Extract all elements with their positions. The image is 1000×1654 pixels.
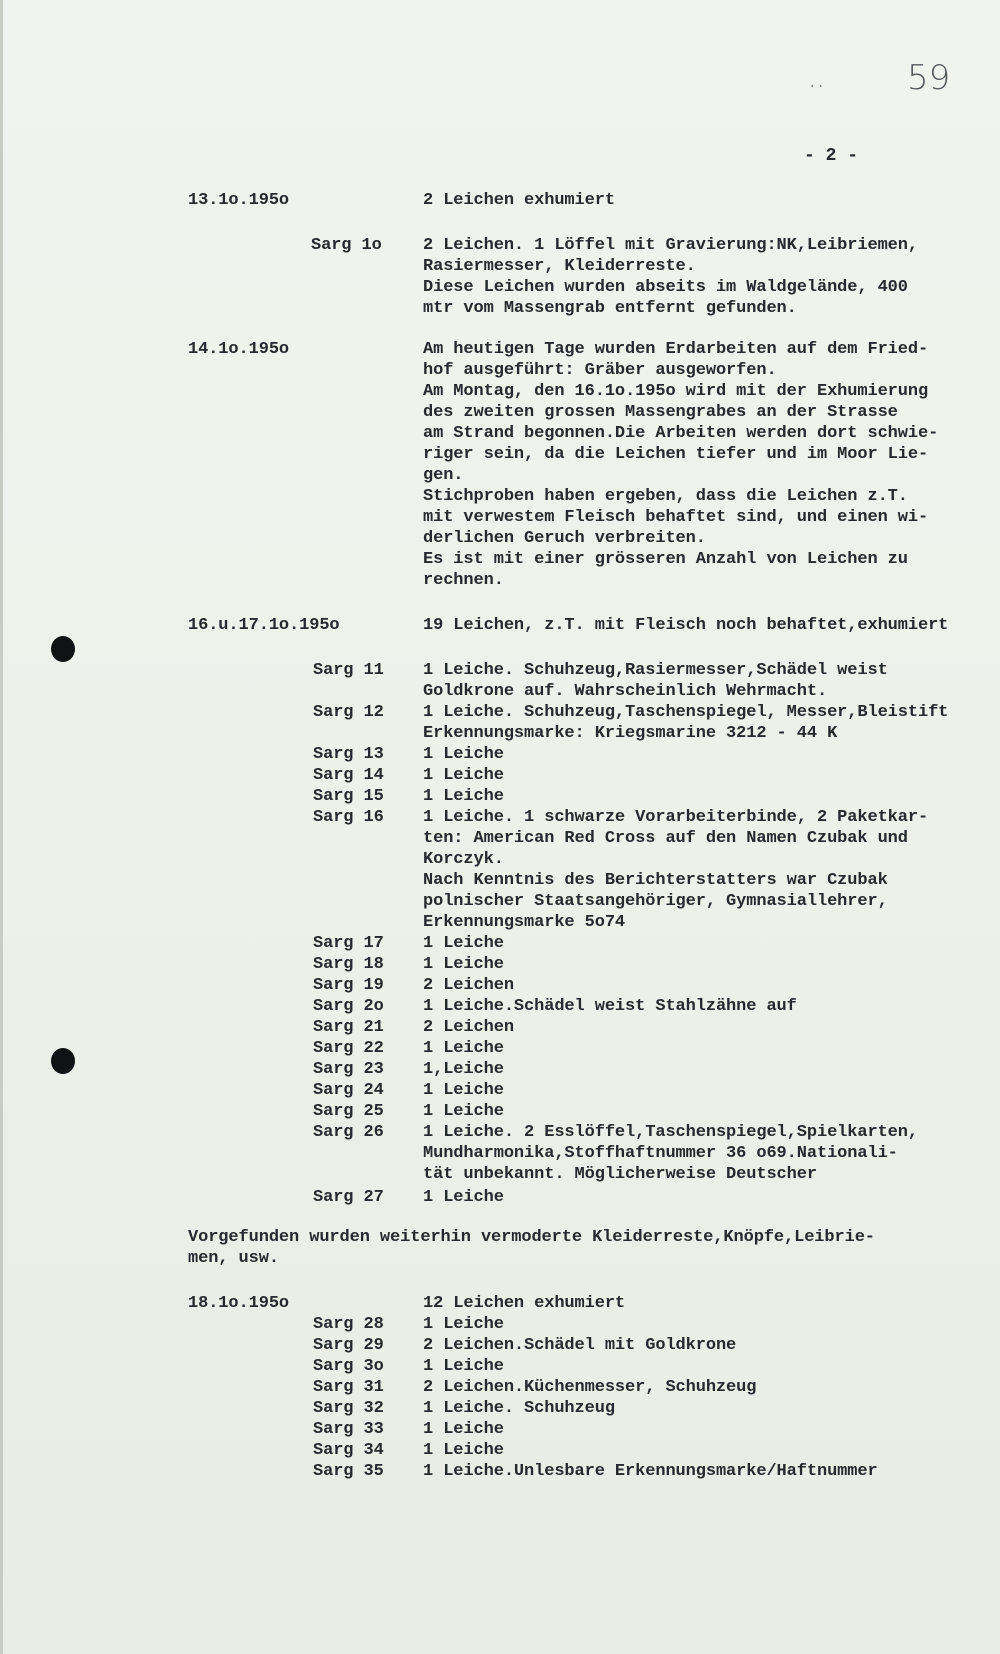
coffin-label: Sarg 1o	[311, 236, 382, 255]
coffin-label: Sarg 21	[313, 1018, 384, 1037]
coffin-label: Sarg 15	[313, 787, 384, 806]
coffin-text-line: Korczyk.	[423, 850, 504, 869]
coffin-text-line: mtr vom Massengrab entfernt gefunden.	[423, 299, 797, 318]
coffin-label: Sarg 25	[313, 1102, 384, 1121]
coffin-label: Sarg 33	[313, 1420, 384, 1439]
coffin-label: Sarg 11	[313, 661, 384, 680]
coffin-text-line: 1 Leiche. Schuhzeug	[423, 1399, 615, 1418]
coffin-label: Sarg 34	[313, 1441, 384, 1460]
coffin-label: Sarg 35	[313, 1462, 384, 1481]
coffin-label: Sarg 12	[313, 703, 384, 722]
coffin-text-line: 1 Leiche	[423, 787, 504, 806]
coffin-text-line: 1 Leiche	[423, 1420, 504, 1439]
coffin-label: Sarg 3o	[313, 1357, 384, 1376]
entry-text-line: rechnen.	[423, 571, 504, 590]
coffin-text-line: Erkennungsmarke: Kriegsmarine 3212 - 44 K	[423, 724, 838, 743]
coffin-text-line: 1 Leiche. 2 Esslöffel,Taschenspiegel,Spielkarten,	[423, 1123, 918, 1142]
coffin-text-line: Diese Leichen wurden abseits im Waldgelände, 400	[423, 278, 908, 297]
coffin-text-line: 1 Leiche	[423, 1081, 504, 1100]
coffin-text-line: Nach Kenntnis des Berichterstatters war Czubak	[423, 871, 888, 890]
coffin-label: Sarg 28	[313, 1315, 384, 1334]
coffin-label: Sarg 22	[313, 1039, 384, 1058]
entry-text-line: Es ist mit einer grösseren Anzahl von Leichen zu	[423, 550, 908, 569]
entry-text-line: Am heutigen Tage wurden Erdarbeiten auf dem Fried-	[423, 340, 929, 359]
coffin-text-line: 1 Leiche. Schuhzeug,Rasiermesser,Schädel weist	[423, 661, 888, 680]
entry-text-line: des zweiten grossen Massengrabes an der Strasse	[423, 403, 898, 422]
coffin-label: Sarg 24	[313, 1081, 384, 1100]
entry-text-line: gen.	[423, 466, 464, 485]
entry-text-line: derlichen Geruch verbreiten.	[423, 529, 706, 548]
coffin-text-line: 1 Leiche	[423, 1102, 504, 1121]
coffin-label: Sarg 32	[313, 1399, 384, 1418]
entry-summary: 12 Leichen exhumiert	[423, 1294, 626, 1313]
coffin-label: Sarg 18	[313, 955, 384, 974]
coffin-text-line: 1 Leiche	[423, 766, 504, 785]
coffin-text-line: 2 Leichen.Küchenmesser, Schuhzeug	[423, 1378, 757, 1397]
coffin-label: Sarg 26	[313, 1123, 384, 1142]
coffin-text-line: tät unbekannt. Möglicherweise Deutscher	[423, 1165, 817, 1184]
coffin-label: Sarg 23	[313, 1060, 384, 1079]
coffin-text-line: 2 Leichen. 1 Löffel mit Gravierung:NK,Leibriemen,	[423, 236, 918, 255]
entry-text-line: Stichproben haben ergeben, dass die Leichen z.T.	[423, 487, 908, 506]
entry-text-line: hof ausgeführt: Gräber ausgeworfen.	[423, 361, 777, 380]
coffin-label: Sarg 2o	[313, 997, 384, 1016]
archive-page-stamp: 59	[907, 58, 951, 98]
entry-date: 18.1o.195o	[188, 1294, 290, 1313]
coffin-text-line: 1 Leiche. Schuhzeug,Taschenspiegel, Messer,Bleistift	[423, 703, 949, 722]
coffin-label: Sarg 17	[313, 934, 384, 953]
coffin-label: Sarg 29	[313, 1336, 384, 1355]
coffin-text-line: 1 Leiche	[423, 1315, 504, 1334]
entry-date: 13.1o.195o	[188, 191, 290, 210]
coffin-text-line: 2 Leichen.Schädel mit Goldkrone	[423, 1336, 737, 1355]
coffin-text-line: 2 Leichen	[423, 1018, 514, 1037]
coffin-text-line: 1 Leiche	[423, 1357, 504, 1376]
coffin-label: Sarg 31	[313, 1378, 384, 1397]
coffin-text-line: polnischer Staatsangehöriger, Gymnasiallehrer,	[423, 892, 888, 911]
coffin-text-line: 1 Leiche	[423, 745, 504, 764]
coffin-label: Sarg 27	[313, 1188, 384, 1207]
coffin-text-line: 1 Leiche	[423, 955, 504, 974]
punch-hole	[51, 636, 75, 662]
note-line: Vorgefunden wurden weiterhin vermoderte Kleiderreste,Knöpfe,Leibrie-	[188, 1228, 875, 1247]
coffin-text-line: Goldkrone auf. Wahrscheinlich Wehrmacht.	[423, 682, 828, 701]
entry-text-line: riger sein, da die Leichen tiefer und im Moor Lie-	[423, 445, 929, 464]
coffin-text-line: 1 Leiche.Schädel weist Stahlzähne auf	[423, 997, 797, 1016]
note-line: men, usw.	[188, 1249, 279, 1268]
entry-text-line: mit verwestem Fleisch behaftet sind, und einen wi-	[423, 508, 929, 527]
coffin-text-line: 1 Leiche	[423, 1441, 504, 1460]
coffin-label: Sarg 16	[313, 808, 384, 827]
coffin-text-line: Mundharmonika,Stoffhaftnummer 36 o69.Nationali-	[423, 1144, 898, 1163]
coffin-label: Sarg 13	[313, 745, 384, 764]
coffin-text-line: 1 Leiche	[423, 1039, 504, 1058]
coffin-text-line: Rasiermesser, Kleiderreste.	[423, 257, 696, 276]
coffin-label: Sarg 19	[313, 976, 384, 995]
coffin-text-line: 1 Leiche. 1 schwarze Vorarbeiterbinde, 2 Paketkar-	[423, 808, 929, 827]
coffin-text-line: 1 Leiche	[423, 934, 504, 953]
coffin-text-line: ten: American Red Cross auf den Namen Czubak und	[423, 829, 908, 848]
entry-summary: 2 Leichen exhumiert	[423, 191, 615, 210]
pencil-dots: ..	[808, 76, 825, 92]
coffin-text-line: 1 Leiche	[423, 1188, 504, 1207]
entry-text-line: am Strand begonnen.Die Arbeiten werden dort schwie-	[423, 424, 939, 443]
entry-date: 16.u.17.1o.195o	[188, 616, 340, 635]
entry-date: 14.1o.195o	[188, 340, 290, 359]
coffin-text-line: 1 Leiche.Unlesbare Erkennungsmarke/Haftnummer	[423, 1462, 878, 1481]
coffin-text-line: 2 Leichen	[423, 976, 514, 995]
entry-text-line: Am Montag, den 16.1o.195o wird mit der Exhumierung	[423, 382, 929, 401]
punch-hole	[51, 1048, 75, 1074]
entry-summary: 19 Leichen, z.T. mit Fleisch noch behaftet,exhumiert	[423, 616, 949, 635]
coffin-text-line: Erkennungsmarke 5o74	[423, 913, 626, 932]
coffin-text-line: 1,Leiche	[423, 1060, 504, 1079]
coffin-label: Sarg 14	[313, 766, 384, 785]
page-number: - 2 -	[804, 146, 859, 166]
